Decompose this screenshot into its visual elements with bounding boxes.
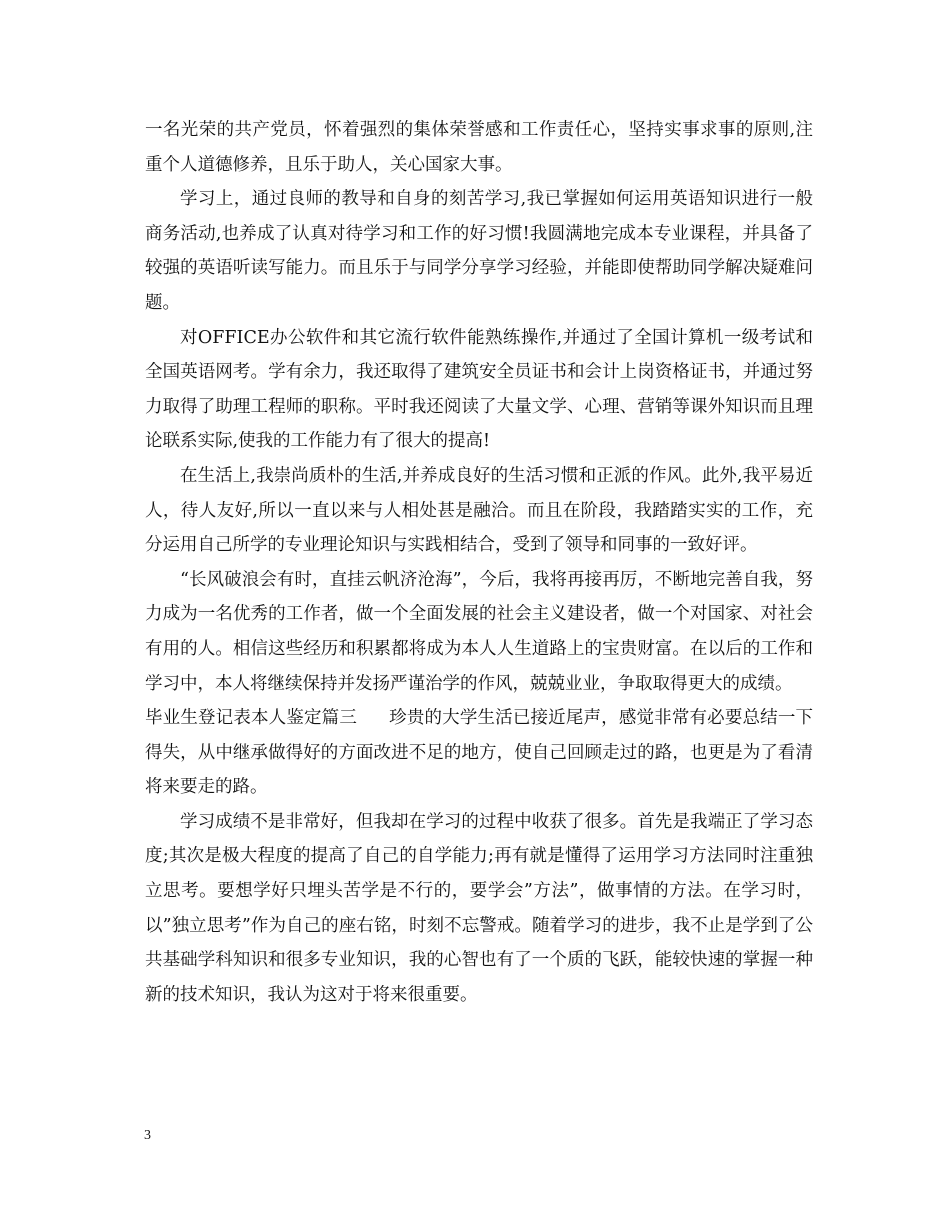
paragraph-1: 一名光荣的共产党员，怀着强烈的集体荣誉感和工作责任心，坚持实事求事的原则,注重个人道德修养，且乐于助人，关心国家大事。 [145,120,813,175]
paragraph-3: 对OFFICE办公软件和其它流行软件能熟练操作,并通过了全国计算机一级考试和全国英语网考。学有余力，我还取得了建筑安全员证书和会计上岗资格证书，并通过努力取得了助理工程师的职称。平时我还阅读了大量文学、心理、营销等课外知识而且理论联系实际,使我的工作能力有了很大的提高! [145,327,813,452]
paragraph-6: 学习成绩不是非常好，但我却在学习的过程中收获了很多。首先是我端正了学习态度;其次是极大程度的提高了自己的自学能力;再有就是懂得了运用学习方法同时注重独立思考。要想学好只埋头苦学是不行的，要学会”方法”，做事情的方法。在学习时，以”独立思考”作为自己的座右铭，时刻不忘警戒。随着学习的进步，我不止是学到了公共基础学科知识和很多专业知识，我的心智也有了一个质的飞跃，能较快速的掌握一种新的技术知识，我认为这对于将来很重要。 [145,811,813,1005]
section-intro-text: 珍贵的大学生活已接近尾声，感觉非常有必要总结一下得失，从中继承做得好的方面改进不足的地方，使自己回顾走过的路，也更是为了看清将来要走的路。 [145,708,813,798]
document-body [145,113,813,1012]
page-number: 3 [144,1128,151,1143]
section-heading: 毕业生登记表本人鉴定篇三 [145,708,357,729]
paragraph-4: 在生活上,我崇尚质朴的生活,并养成良好的生活习惯和正派的作风。此外,我平易近人，待人友好,所以一直以来与人相处甚是融洽。而且在阶段，我踏踏实实的工作，充分运用自己所学的专业理论知识与实践相结合，受到了领导和同事的一致好评。 [145,465,813,556]
paragraph-5: “长风破浪会有时，直挂云帆济沧海”，今后，我将再接再厉，不断地完善自我，努力成为一名优秀的工作者，做一个全面发展的社会主义建设者，做一个对国家、对社会有用的人。相信这些经历和积累都将成为本人人生道路上的宝贵财富。在以后的工作和学习中，本人将继续保持并发扬严谨治学的作风，兢兢业业，争取取得更大的成绩。 [145,569,813,694]
section-paragraph [145,701,813,805]
paragraph-2: 学习上，通过良师的教导和自身的刻苦学习,我已掌握如何运用英语知识进行一般商务活动,也养成了认真对待学习和工作的好习惯!我圆满地完成本专业课程，并具备了较强的英语听读写能力。而且乐于与同学分享学习经验，并能即使帮助同学解决疑难问题。 [145,189,813,313]
